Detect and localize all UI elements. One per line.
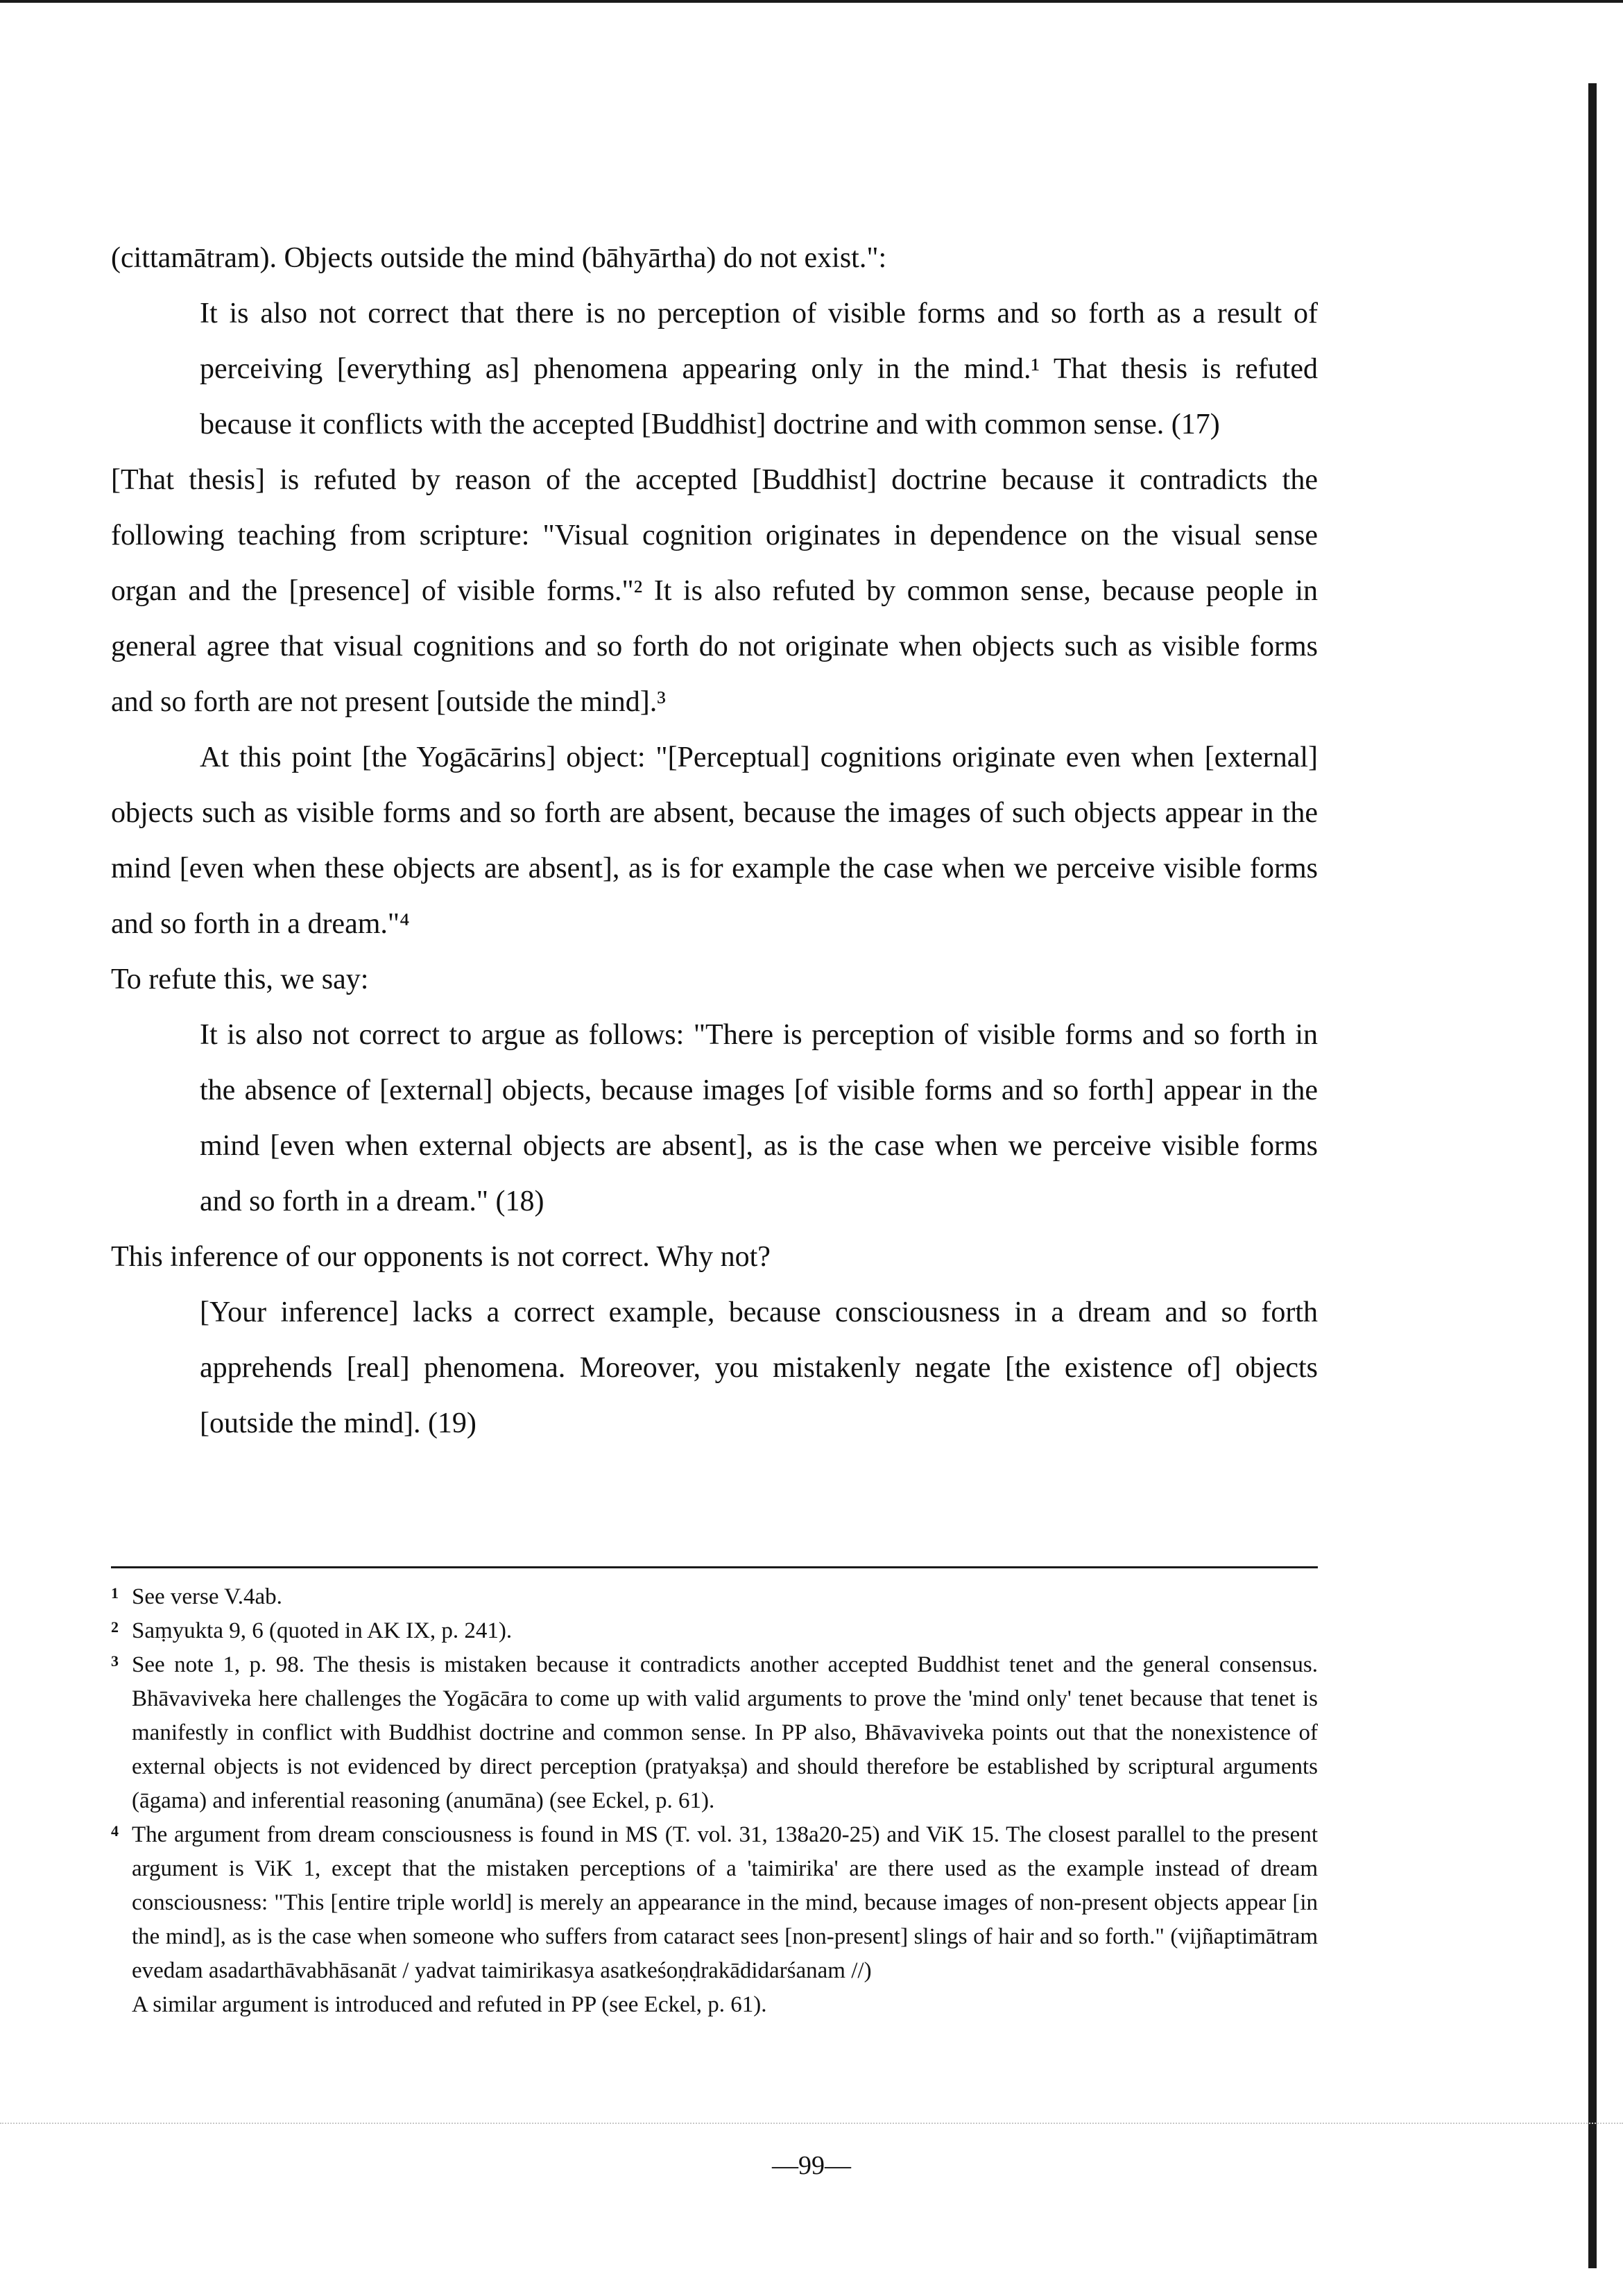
footnote-mark: 3 [111,1652,119,1670]
paragraph: (cittamātram). Objects outside the mind (bāhyārtha) do not exist.": [111,242,887,274]
verse-17: It is also not correct that there is no perception of visible forms and so forth as a result of perceiving [everything as] phenomena appearing only in the mind.¹ That thesis is refuted because it conflicts with the accepted [Buddhist] doctrine and with common sense. (17) [200,298,1318,440]
paragraph: This inference of our opponents is not correct. Why not? [111,1241,771,1273]
footnote-4-continuation: A similar argument is introduced and refuted in PP (see Eckel, p. 61). [132,1992,767,2017]
scan-binding-edge [1588,83,1597,2268]
footnote-3 [111,1648,1318,1818]
footnote-1 [111,1580,1318,1614]
footnote-mark: 2 [111,1618,119,1636]
main-text [111,230,1318,1451]
footnote-text: The argument from dream consciousness is found in MS (T. vol. 31, 138a20-25) and ViK 15. The closest parallel to the present argument is ViK 1, except that the mistaken perceptions of a 'taimirika' are there used as the example instead of dream consciousness: "This [entire triple world] is merely an appearance in the mind, because images of non-present objects appear [in the mind], as is the case when someone who suffers from cataract sees [non-present] slings of hair and so forth." (vijñaptimātram evedam asadarthāvabhāsanāt / yadvat taimirikasya asatkeśoṇḍrakādidarśanam //) [132,1822,1318,1983]
verse-19: [Your inference] lacks a correct example, because consciousness in a dream and so forth apprehends [real] phenomena. Moreover, you mistakenly negate [the existence of] objects [outside the mind]. (19) [200,1296,1318,1439]
footnotes [111,1580,1318,2022]
verse-18: It is also not correct to argue as follows: "There is perception of visible forms and so forth in the absence of [external] objects, because images [of visible forms and so forth] appear in the mind [even when external objects are absent], as is the case when we perceive visible forms and so forth in a dream." (18) [200,1019,1318,1217]
footnote-4 [111,1818,1318,1988]
scan-artifact-line [0,2123,1623,2124]
footnote-text: Saṃyukta 9, 6 (quoted in AK IX, p. 241). [132,1618,513,1643]
footnote-text: See note 1, p. 98. The thesis is mistaken because it contradicts another accepted Buddhist tenet and the general consensus. Bhāvaviveka here challenges the Yogācāra to come up with valid arguments to prove the 'mind only' tenet because that tenet is manifestly in conflict with Buddhist doctrine and common sense. In PP also, Bhāvaviveka points out that the nonexistence of external objects is not evidenced by direct perception (pratyakṣa) and should therefore be established by scriptural arguments (āgama) and inferential reasoning (anumāna) (see Eckel, p. 61). [132,1652,1318,1813]
paragraph: [That thesis] is refuted by reason of the accepted [Buddhist] doctrine because it contradicts the following teaching from scripture: "Visual cognition originates in dependence on the visual sense organ and the [presence] of visible forms."² It is also refuted by common sense, because people in general agree that visual cognitions and so forth do not originate when objects such as visible forms and so forth are not present [outside the mind].³ [111,464,1318,718]
footnote-mark: 1 [111,1584,119,1602]
footnote-text: See verse V.4ab. [132,1584,282,1609]
paragraph: To refute this, we say: [111,963,369,995]
footnote-divider [111,1566,1318,1568]
page-number: —99— [772,2151,851,2180]
paragraph: At this point [the Yogācārins] object: "[Perceptual] cognitions originate even when [external] objects such as visible forms and so forth are absent, because the images of such objects appear in the mind [even when these objects are absent], as is for example the case when we perceive visible forms and so forth in a dream."⁴ [111,742,1318,940]
footnote-2 [111,1614,1318,1648]
footnote-mark: 4 [111,1822,119,1840]
top-edge-line [0,0,1623,3]
